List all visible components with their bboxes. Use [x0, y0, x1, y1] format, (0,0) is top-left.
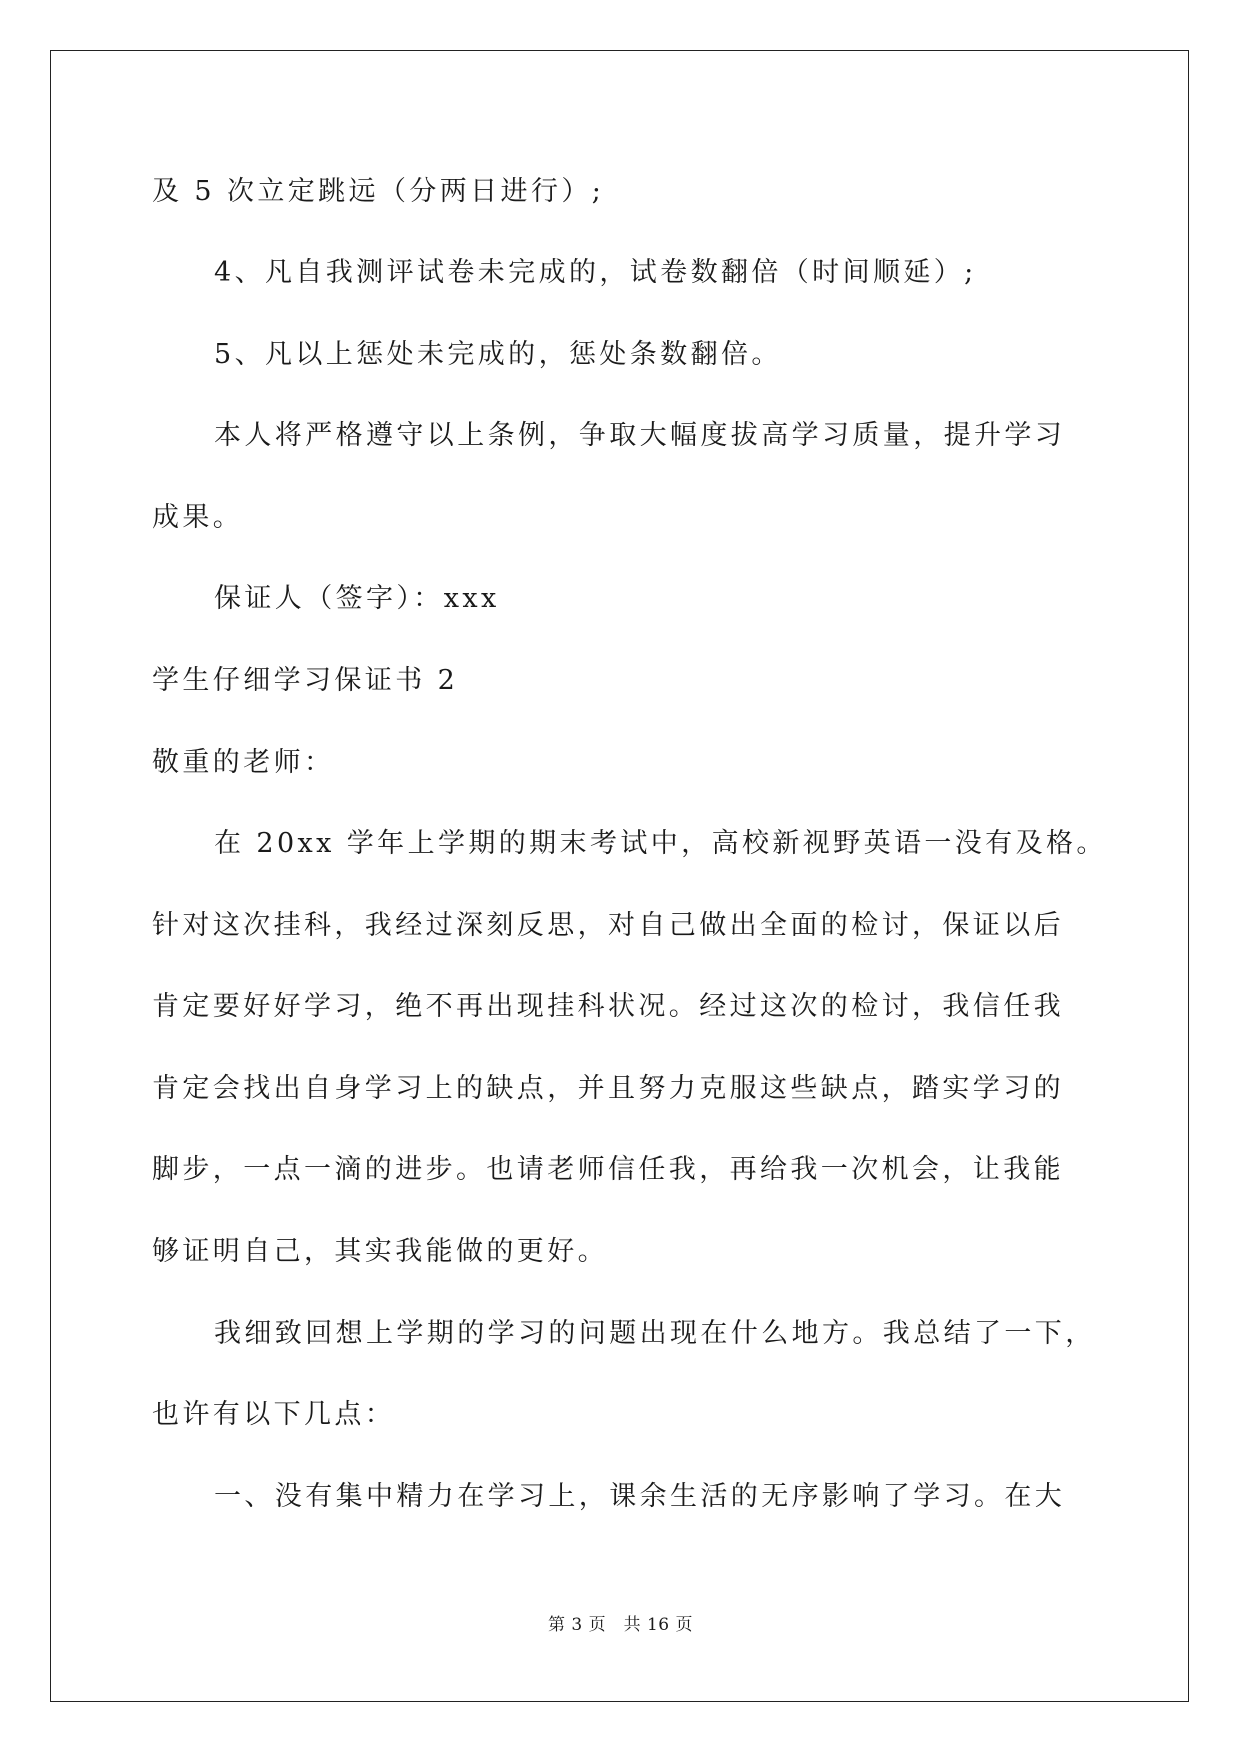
- section-heading: 学生仔细学习保证书 2: [152, 665, 459, 696]
- text-line: 肯定会找出自身学习上的缺点，并且努力克服这些缺点，踏实学习的: [152, 1073, 1064, 1104]
- text-line: 一、没有集中精力在学习上，课余生活的无序影响了学习。在大: [214, 1481, 1066, 1512]
- page-number: 第 3 页 共 16 页: [547, 1615, 694, 1635]
- text-line: 针对这次挂科，我经过深刻反思，对自己做出全面的检讨，保证以后: [152, 910, 1064, 941]
- text-line: 肯定要好好学习，绝不再出现挂科状况。经过这次的检讨，我信任我: [152, 991, 1064, 1022]
- text-line: 在 20xx 学年上学期的期末考试中，高校新视野英语一没有及格。: [214, 828, 1107, 859]
- text-line: 够证明自己，其实我能做的更好。: [152, 1236, 608, 1267]
- text-line: 脚步，一点一滴的进步。也请老师信任我，再给我一次机会，让我能: [152, 1154, 1064, 1185]
- text-line: 成果。: [152, 502, 244, 533]
- signature-line: 保证人（签字）：xxx: [214, 583, 500, 614]
- text-line: 本人将严格遵守以上条例，争取大幅度拔高学习质量，提升学习: [214, 420, 1066, 451]
- text-line: 5、凡以上惩处未完成的，惩处条数翻倍。: [214, 339, 782, 370]
- text-line: 我细致回想上学期的学习的问题出现在什么地方。我总结了一下，: [214, 1318, 1096, 1349]
- text-line: 4、凡自我测评试卷未完成的，试卷数翻倍（时间顺延）;: [214, 257, 977, 288]
- salutation: 敬重的老师：: [152, 747, 335, 778]
- text-line: 及 5 次立定跳远（分两日进行）;: [152, 176, 605, 207]
- text-line: 也许有以下几点：: [152, 1399, 396, 1430]
- page-border: [50, 50, 1189, 1702]
